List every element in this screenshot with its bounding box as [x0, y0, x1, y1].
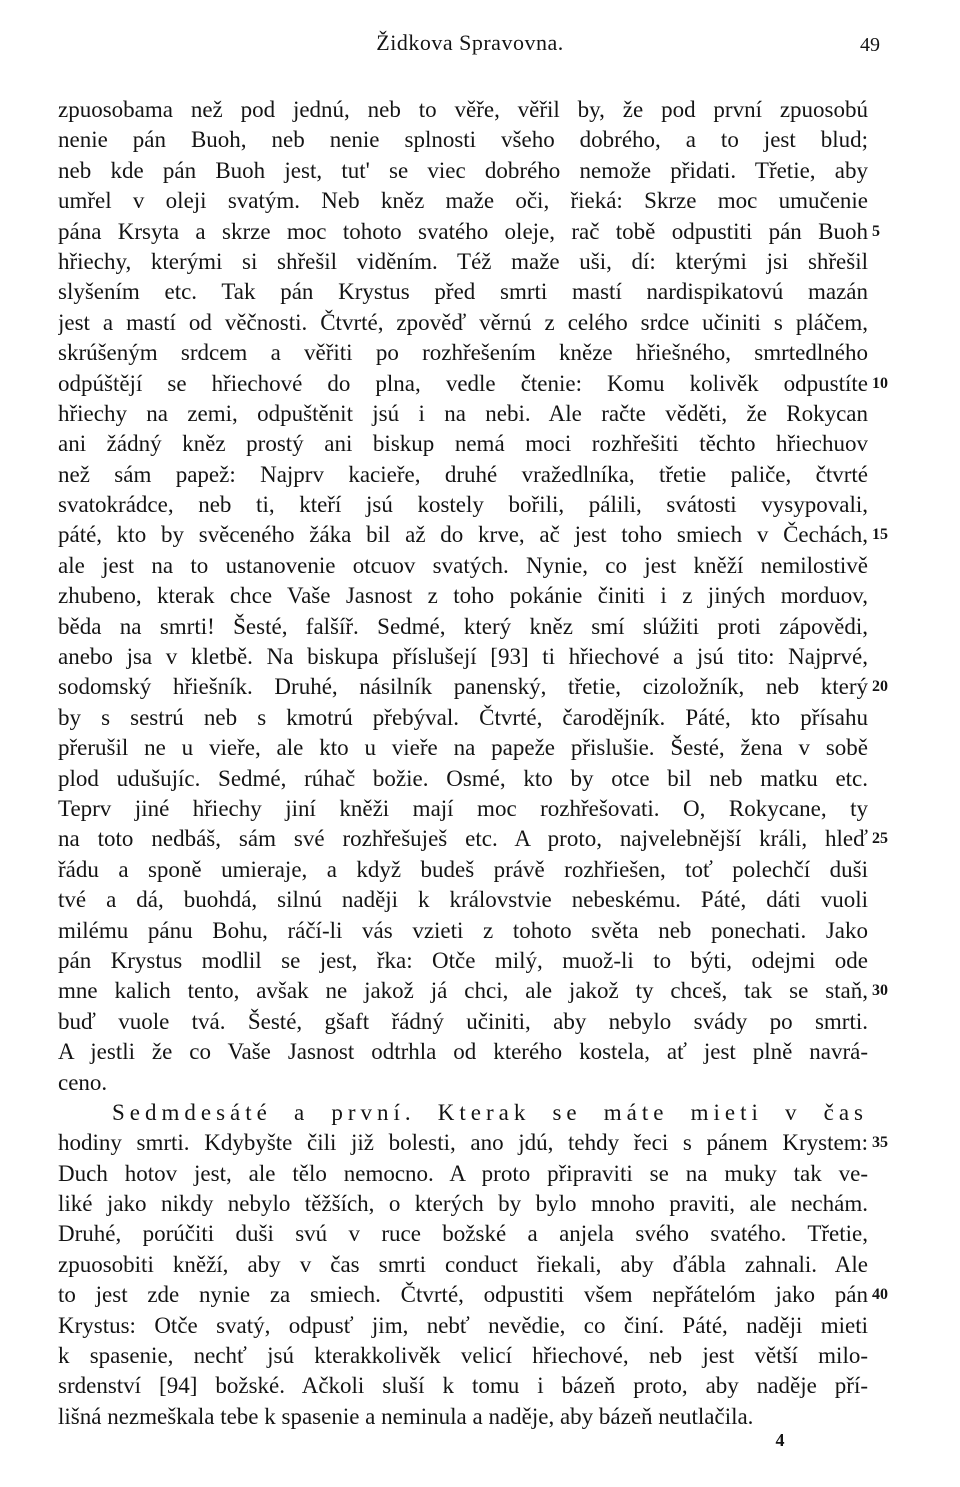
text-line — [0, 976, 960, 1006]
text-line — [0, 247, 960, 277]
text-line — [0, 764, 960, 794]
line-text: běda na smrti! Šesté, falšíř. Sedmé, který kněz smí slúžiti proti zápovědi, — [58, 613, 868, 639]
signature-mark: 4 — [775, 1430, 785, 1450]
text-line — [0, 1371, 960, 1401]
text-line — [0, 916, 960, 946]
line-text: skrúšeným srdcem a věřiti po rozhřešením kněze hřiešného, smrtedlného — [58, 340, 868, 366]
line-text: ani žádný kněz prostý ani biskup nemá moci rozhřešiti těchto hřiechuov — [58, 431, 868, 457]
text-line — [0, 1007, 960, 1037]
line-text: hřiechy na zemi, odpuštěnit jsú i na nebi. Ale račte věděti, že Rokycan — [58, 400, 868, 426]
text-line — [0, 946, 960, 976]
text-line — [0, 824, 960, 854]
line-text: umřel v oleji svatým. Neb kněz maže oči, řieká: Skrze moc umučenie — [58, 188, 868, 214]
line-number: 15 — [872, 526, 888, 544]
text-line — [0, 581, 960, 611]
line-text: srdenství [94] božské. Ačkoli sluší k tomu i bázeň proto, aby naděje pří- — [58, 1373, 868, 1399]
text-line — [0, 1068, 960, 1098]
text-line — [0, 1128, 960, 1158]
text-line — [0, 1311, 960, 1341]
line-text: Teprv jiné hřiechy jiní kněži mají moc rozhřešovati. O, Rokycane, ty — [58, 795, 868, 821]
line-text: páté, kto by svěceného žáka bil až do krve, ač jest toho smiech v Čechách, — [58, 522, 868, 548]
line-text: pán Krystus modlil se jest, řka: Otče milý, muož-li to býti, odejmi ode — [58, 947, 868, 973]
line-text: by s sestrú neb s kmotrú přebýval. Čtvrté, čarodějník. Páté, kto přísahu — [58, 704, 868, 730]
text-line — [0, 612, 960, 642]
text-line — [0, 399, 960, 429]
chapter-heading-line — [0, 1098, 960, 1128]
line-text: slyšením etc. Tak pán Krystus před smrti mastí nardispikatovú mazán — [58, 279, 868, 305]
line-text: hřiechy, kterými si shřešil viděním. Též maže uši, dí: kterými jsi shřešil — [58, 248, 868, 274]
text-line — [0, 1280, 960, 1310]
page-header — [0, 30, 960, 60]
line-text: než sám papež: Najprv kacieře, druhé vražedlníka, třetie paliče, čtvrté — [58, 461, 868, 487]
page-number: 49 — [860, 34, 880, 56]
line-number: 40 — [872, 1286, 888, 1304]
text-line — [0, 1341, 960, 1371]
line-number: 30 — [872, 982, 888, 1000]
line-text: neb kde pán Buoh jest, tut' se viec dobrého nemože přidati. Třetie, aby — [58, 157, 868, 183]
line-text: řádu a sponě umieraje, a když budeš právě rozhřiešen, toť polechčí duši — [58, 856, 868, 882]
text-line — [0, 1402, 960, 1432]
text-line — [0, 186, 960, 216]
text-line — [0, 1250, 960, 1280]
text-line — [0, 794, 960, 824]
line-text: k spasenie, nechť jsú kterakkolivěk velicí hřiechové, neb jest větší milo- — [58, 1343, 868, 1369]
chapter-heading: Sedmdesáté a první. Kterak se máte mieti v čas — [112, 1099, 868, 1125]
text-line — [0, 703, 960, 733]
line-text: zpuosobama než pod jednú, neb to věře, věřil by, že pod první zpuosobú — [58, 97, 868, 122]
line-text: plod udušujíc. Sedmé, rúhač božie. Osmé, kto by otce bil neb matku etc. — [58, 765, 868, 791]
text-line — [0, 672, 960, 702]
line-text: anebo jsa v kletbě. Na biskupa příslušejí [93] ti hřiechové a jsú tito: Najprvé, — [58, 644, 868, 670]
text-line — [0, 1037, 960, 1067]
line-text: ale jest na to ustanovenie otcuov svatých. Nynie, co jest kněží nemilostivě — [58, 552, 868, 578]
line-text: na toto nedbáš, sám své rozhřešuješ etc. A proto, najvelebnější králi, hleď — [58, 826, 868, 852]
line-text: zhubeno, kterak chce Vaše Jasnost z toho pokánie činiti i z jiných morduov, — [58, 583, 868, 609]
text-body — [0, 95, 960, 1432]
text-line — [0, 308, 960, 338]
text-line — [0, 1159, 960, 1189]
line-text: nenie pán Buoh, neb nenie splnosti všeho dobrého, a to jest blud; — [58, 127, 868, 153]
line-text: svatokrádce, neb ti, kteří jsú kostely bořili, pálili, svátosti vysypovali, — [58, 492, 868, 518]
line-text: liké jako nikdy nebylo těžších, o kterých by bylo mnoho praviti, ale nechám. — [58, 1191, 868, 1217]
line-text: přerušil ne u vieře, ale kto u vieře na papeže přislušie. Šesté, žena v sobě — [58, 735, 868, 761]
text-line — [0, 520, 960, 550]
line-text: Druhé, porúčiti duši svú v ruce božské a anjela svého svatého. Třetie, — [58, 1221, 868, 1247]
text-line — [0, 338, 960, 368]
line-text: hodiny smrti. Kdybyšte čili již bolesti, ano jdú, tehdy řeci s pánem Krystem: — [58, 1130, 868, 1156]
line-text: milému pánu Bohu, ráčí-li vás vzieti z tohoto světa neb ponechati. Jako — [58, 917, 868, 943]
text-line — [0, 125, 960, 155]
text-line — [0, 429, 960, 459]
text-line — [0, 95, 960, 125]
text-line — [0, 490, 960, 520]
line-text: jest a mastí od věčnosti. Čtvrté, zpověď věrnú z celého srdce učiniti s pláčem, — [58, 309, 868, 335]
line-text: odpúštějí se hřiechové do plna, vedle čtenie: Komu kolivěk odpustíte — [58, 370, 868, 396]
text-line — [0, 855, 960, 885]
line-text: ceno. — [58, 1069, 108, 1095]
line-number: 20 — [872, 678, 888, 696]
line-text: tvé a dá, buohdá, silnú naději k královstvie nebeskému. Páté, dáti vuoli — [58, 887, 868, 913]
line-text: pána Krsyta a skrze moc tohoto svatého oleje, rač tobě odpustiti pán Buoh — [58, 218, 868, 244]
line-text: zpuosobiti kněží, aby v čas smrti conduct řiekali, aby ďábla zahnali. Ale — [58, 1251, 868, 1277]
running-title: Židkova Spravovna. — [376, 30, 564, 55]
text-line — [0, 1219, 960, 1249]
text-line — [0, 642, 960, 672]
line-text: to jest zde nynie za smiech. Čtvrté, odpustiti všem nepřátelóm jako pán — [58, 1282, 868, 1308]
line-text: A jestli že co Vaše Jasnost odtrhla od kterého kostela, ať jest plně navrá- — [58, 1039, 868, 1065]
text-line — [0, 217, 960, 247]
text-line — [0, 733, 960, 763]
line-text: buď vuole tvá. Šesté, gšaft řádný učiniti, aby nebylo svády po smrti. — [58, 1008, 868, 1034]
line-text: mne kalich tento, avšak ne jakož já chci, ale jakož ty chceš, tak se staň, — [58, 978, 868, 1004]
text-line — [0, 460, 960, 490]
line-number: 35 — [872, 1134, 888, 1152]
text-line — [0, 885, 960, 915]
line-text: Krystus: Otče svatý, odpusť jim, nebť nevědie, co činí. Páté, naději mieti — [58, 1312, 868, 1338]
text-line — [0, 277, 960, 307]
line-number: 5 — [872, 222, 880, 240]
text-line — [0, 551, 960, 581]
line-number: 25 — [872, 830, 888, 848]
text-line — [0, 369, 960, 399]
line-number: 10 — [872, 374, 888, 392]
text-line — [0, 156, 960, 186]
line-text: lišná nezmeškala tebe k spasenie a neminula a naděje, aby bázeň neutlačila. — [58, 1403, 754, 1429]
line-text: Duch hotov jest, ale tělo nemocno. A proto připraviti se na muky tak ve- — [58, 1160, 868, 1186]
text-line — [0, 1189, 960, 1219]
line-text: sodomský hřiešník. Druhé, násilník panenský, třetie, cizoložník, neb který — [58, 674, 868, 700]
